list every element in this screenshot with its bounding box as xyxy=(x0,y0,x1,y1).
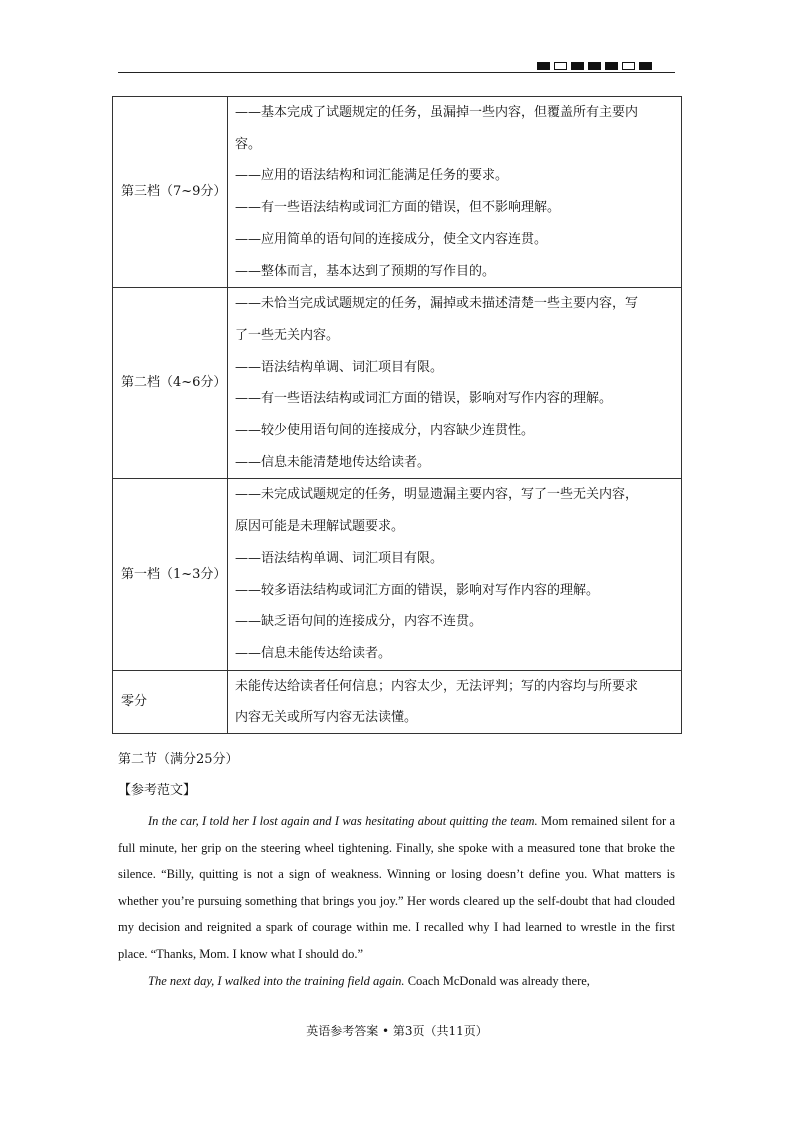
rubric-line: ——未恰当完成试题规定的任务，漏掉或未描述清楚一些主要内容，写 xyxy=(235,296,639,312)
rubric-description xyxy=(228,97,682,288)
rubric-line: ——信息未能传达给读者。 xyxy=(235,645,392,661)
scoring-rubric-table xyxy=(112,96,682,734)
rubric-line: ——较多语法结构或词汇方面的错误，影响对写作内容的理解。 xyxy=(235,582,600,598)
header-block xyxy=(639,62,652,70)
essay-paragraph xyxy=(118,808,675,968)
header-rule xyxy=(118,72,675,73)
rubric-level: 第二档（4~6分） xyxy=(113,288,228,479)
rubric-description xyxy=(228,479,682,670)
rubric-line: ——有一些语法结构或词汇方面的错误，影响对写作内容的理解。 xyxy=(235,391,613,407)
rubric-line: ——语法结构单调、词汇项目有限。 xyxy=(235,550,444,566)
sample-essay xyxy=(118,808,675,994)
rubric-line: ——信息未能清楚地传达给读者。 xyxy=(235,454,431,470)
rubric-description xyxy=(228,670,682,733)
rubric-line: ——缺乏语句间的连接成分，内容不连贯。 xyxy=(235,614,483,630)
rubric-line: 未能传达给读者任何信息；内容太少，无法评判；写的内容均与所要求 xyxy=(235,678,639,694)
rubric-line: ——有一些语法结构或词汇方面的错误，但不影响理解。 xyxy=(235,200,561,216)
header-block xyxy=(537,62,550,70)
sample-essay-heading: 【参考范文】 xyxy=(118,783,197,798)
rubric-line: ——未完成试题规定的任务，明显遗漏主要内容，写了一些无关内容， xyxy=(235,487,639,503)
rubric-line: ——整体而言，基本达到了预期的写作目的。 xyxy=(235,263,496,279)
paragraph-opening-sentence: The next day, I walked into the training field again. xyxy=(148,973,405,988)
essay-paragraph xyxy=(118,968,675,995)
rubric-line: 原因可能是未理解试题要求。 xyxy=(235,519,405,535)
rubric-line: ——语法结构单调、词汇项目有限。 xyxy=(235,359,444,375)
rubric-line: ——基本完成了试题规定的任务，虽漏掉一些内容，但覆盖所有主要内 xyxy=(235,105,639,120)
rubric-level: 零分 xyxy=(113,670,228,733)
rubric-row xyxy=(113,97,682,288)
rubric-row xyxy=(113,479,682,670)
header-decoration xyxy=(537,62,652,70)
page-footer: 英语参考答案 • 第3页（共11页） xyxy=(306,1024,488,1038)
paragraph-body: Mom remained silent for a full minute, her grip on the steering wheel tightening. Finally, she spoke with a measured tone that broke the silence. “Billy, quitting is not a sign of weakness. Winning or losing doesn’t define you. What matters is whether you’re pursuing something that brings you joy.” Her words cleared up the self-doubt that had clouded my decision and reignited a spark of courage within me. I recalled why I had learned to wrestle in the first place. “Thanks, Mom. I know what I should do.” xyxy=(118,814,676,961)
header-block xyxy=(622,62,635,70)
rubric-line: 了一些无关内容。 xyxy=(235,327,340,343)
rubric-level: 第三档（7~9分） xyxy=(113,97,228,288)
rubric-line: 内容无关或所写内容无法读懂。 xyxy=(235,709,418,725)
rubric-row xyxy=(113,288,682,479)
rubric-line: ——较少使用语句间的连接成分，内容缺少连贯性。 xyxy=(235,423,535,439)
header-block xyxy=(571,62,584,70)
header-block xyxy=(605,62,618,70)
rubric-row xyxy=(113,670,682,733)
rubric-description xyxy=(228,288,682,479)
paragraph-opening-sentence: In the car, I told her I lost again and I was hesitating about quitting the team. xyxy=(148,814,538,828)
rubric-line: ——应用简单的语句间的连接成分，使全文内容连贯。 xyxy=(235,231,548,247)
rubric-level: 第一档（1~3分） xyxy=(113,479,228,670)
section-title: 第二节（满分25分） xyxy=(118,752,239,767)
header-block xyxy=(554,62,567,70)
paragraph-body: Coach McDonald was already there, xyxy=(404,973,590,988)
rubric-line: 容。 xyxy=(235,136,262,152)
header-block xyxy=(588,62,601,70)
rubric-line: ——应用的语法结构和词汇能满足任务的要求。 xyxy=(235,168,509,184)
